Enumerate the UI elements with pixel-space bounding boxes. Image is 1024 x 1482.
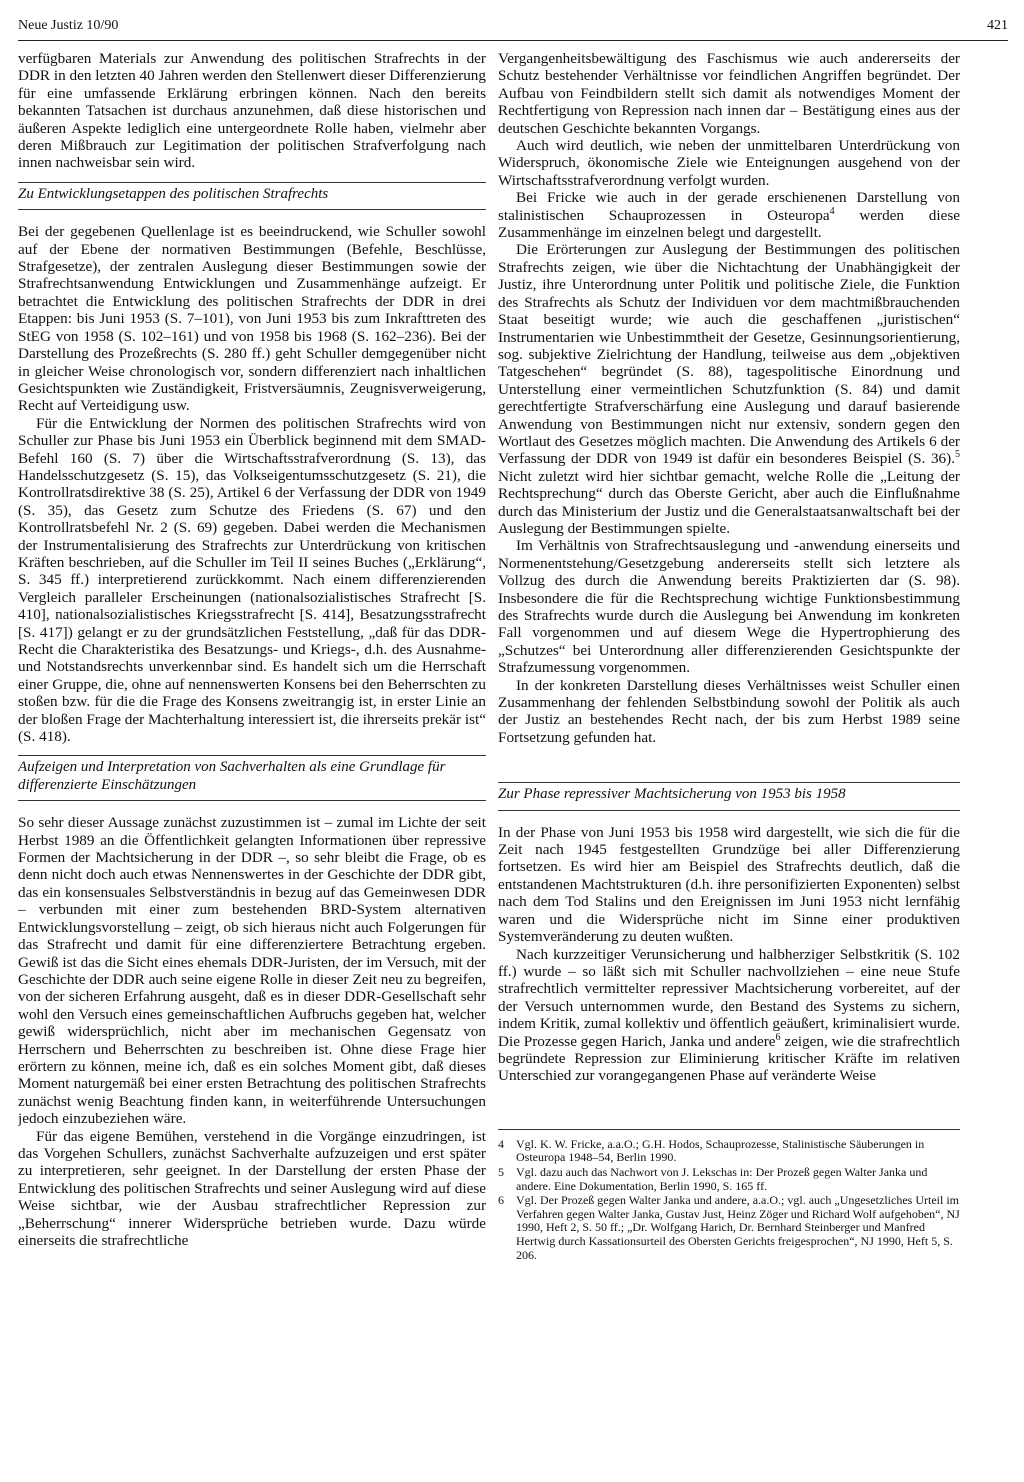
page-number: 421 — [987, 18, 1008, 33]
footnote — [498, 1166, 960, 1193]
paragraph: Nach kurzzeitiger Verunsicherung und halbherziger Selbstkritik (S. 102 ff.) wurde – so läßt sich mit Schuller nachvollziehen – eine neue Stufe strafrechtlich vermittelter repressiver Machtsicherung vorbereitet, auf der der Versuch unternommen wurde, den Bestand des Systems zu sichern, indem Kritik, zumal kollektiv und öffentlich geäußert, kriminalisiert wurde. Die Prozesse gegen Harich, Janka und andere$^6$ zeigen, wie die strafrechtlich begründete Repression zur Eliminierung kritischer Kräfte im relativen Unterschied zur vorangegangenen Phase auf veränderte Weise — [498, 945, 960, 1085]
paragraph: In der Phase von Juni 1953 bis 1958 wird dargestellt, wie sich die für die Zeit nach 1945 festgestellten Grundzüge bei aller Differenzierung fortsetzen. Es wird hier am Beispiel des Strafrechts deutlich, daß die entstandenen Machtstrukturen (d.h. ihre personifizierten Exponenten) selbst nach dem Tod Stalins und den Ereignissen im Juni 1953 nicht lernfähig waren und die Widersprüche nicht im Sinne einer produktiven Systemveränderung zu deuten wußten. — [498, 823, 960, 946]
footnote — [498, 1194, 960, 1262]
footnote-text: Vgl. Der Prozeß gegen Walter Janka und andere, a.a.O.; vgl. auch „Ungesetzliches Urteil im Verfahren gegen Walter Janka, Gustav Just, Heinz Zöger und Richard Wolf aufgehoben“, NJ 1990, Heft 2, S. 50 ff.; „Dr. Wolfgang Harich, Dr. Bernhard Steinberger und Manfred Hertwig durch Kassationsurteil des Obersten Gerichts freigesprochen“, NJ 1990, Heft 5, S. 206. — [516, 1193, 960, 1262]
paragraph: In der konkreten Darstellung dieses Verhältnisses weist Schuller einen Zusammenhang der fehlenden Selbstbindung sowohl der Politik als auch der Justiz an bestehendes Recht nach, der bis zum Herbst 1989 seine Fortsetzung gefunden hat. — [498, 676, 960, 746]
footnote-number: 6 — [498, 1193, 504, 1208]
paragraph: Für die Entwicklung der Normen des politischen Strafrechts wird von Schuller zur Phase bis Juni 1953 ein Überblick beginnend mit dem SMAD-Befehl 160 (S. 7) über die Wirtschaftsstrafverordnung (S. 13), das Handelsschutzgesetz (S. 15), das Volkseigentumsschutzgesetz (S. 21), die Kontrollratsdirektive 38 (S. 25), Artikel 6 der Verfassung der DDR von 1949 (S. 35), das Gesetz zum Schutze des Friedens (S. 67) und den Kontrollratsbefehl Nr. 2 (S. 69) gegeben. Dabei werden die Mechanismen der Instrumentalisierung des Strafrechts zur Unterdrückung von kritischen Kräften beschrieben, auf die Schuller im Teil II seines Buches („Erklärung“, S. 345 ff.) interpretierend zurückkommt. Nach einem differenzierenden Vergleich paralleler Erscheinungen (nationalsozialistisches Strafrecht [S. 410], nationalsozialistisches Kriegsstrafrecht [S. 414], Besatzungsstrafrecht [S. 417]) gelangt er zu der grundsätzlichen Feststellung, „daß für das DDR-Recht die Charakteristika des Besatzungs- und Kriegs-, d.h. des Ausnahme- und Notstandsrechts unverkennbar sind. Es handelt sich um die Herrschaft einer Gruppe, die, ohne auf nennenswerten Konsens bei den Beherrschten zu stoßen bzw. für die die Frage des Konsens zweitrangig ist, in erster Linie an der bloßen Frage der Machterhaltung interessiert ist, die ihrerseits prekär ist“ (S. 418). — [18, 414, 486, 746]
footnote-ref: 5 — [955, 449, 960, 461]
paragraph: Vergangenheitsbewältigung des Faschismus wie auch andererseits der Schutz bestehender Verhältnisse vor feindlichen Angriffen begründet. Der Aufbau von Feindbildern stellt sich damit als notwendiges Moment der Rechtfertigung von Repression nach innen dar – Bestätigung eines aus der deutschen Geschichte bekannten Vorgangs. — [498, 50, 960, 137]
section-heading: Aufzeigen und Interpretation von Sachverhalten als eine Grundlage für differenzierte Einschätzungen — [18, 755, 486, 801]
journal-title: Neue Justiz 10/90 — [18, 18, 119, 33]
paragraph: Bei Fricke wie auch in der gerade erschienenen Darstellung von stalinistischen Schauprozessen in Osteuropa$^4$ werden diese Zusammenhänge im einzelnen belegt und dargestellt. — [498, 189, 960, 242]
footnote-number: 5 — [498, 1164, 504, 1179]
section-heading: Zu Entwicklungsetappen des politischen Strafrechts — [18, 182, 486, 210]
footnote-ref: 4 — [829, 205, 835, 217]
paragraph: Für das eigene Bemühen, verstehend in die Vorgänge einzudringen, ist das Vorgehen Schullers, zunächst Sachverhalte aufzuzeigen und erst später zu interpretieren, sehr geeignet. In der Darstellung der ersten Phase der Entwicklung des politischen Strafrechts und seiner Auslegung wird auf diese Weise sichtbar, wie der Ausbau strafrechtlicher Repression zur „Beherrschung“ innerer Widersprüche betrieben wurde. Dazu würde einerseits die strafrechtliche — [18, 1127, 486, 1249]
left-column — [18, 50, 486, 1462]
section-heading: Zur Phase repressiver Machtsicherung von 1953 bis 1958 — [498, 782, 960, 810]
footnote-text: Vgl. K. W. Fricke, a.a.O.; G.H. Hodos, Schauprozesse, Stalinistische Säuberungen in Osteuropa 1948–54, Berlin 1990. — [516, 1136, 925, 1165]
footnotes — [498, 1129, 960, 1262]
footnote-text: Vgl. dazu auch das Nachwort von J. Lekschas in: Der Prozeß gegen Walter Janka und andere. Eine Dokumentation, Berlin 1990, S. 165 ff. — [516, 1164, 928, 1193]
right-column — [498, 50, 960, 1462]
paragraph: Die Erörterungen zur Auslegung der Bestimmungen des politischen Strafrechts zeigen, wie über die Nichtachtung der Unabhängigkeit der Justiz, ihre Unterordnung unter Politik und politische Ziele, die Funktion des Strafrechts als Schutz der Individuen vor dem machtmißbrauchenden Staat beseitigt wurde; wie auch die geschaffenen „juristischen“ Instrumentarien wie Unbestimmtheit der Gesetze, Gesinnungsorientierung, sog. subjektive Zielrichtung der Handlung, teilweise aus dem „objektiven Tatgeschehen“ begründet (S. 88), tagespolitische Einordnung und Unterstellung einer vermeintlichen Schutzfunktion (S. 84) und damit gerechtfertigte Strafverschärfung eine Auslegung und darauf basierende Anwendung von Bestimmungen nicht nur extensiv, sondern gegen den Wortlaut des Gesetzes möglich machten. Die Anwendung des Artikels 6 der Verfassung der DDR von 1949 ist dafür ein besonderes Beispiel (S. 36).$^5$ Nicht zuletzt wird hier sichtbar gemacht, welche Rolle die „Leitung der Rechtsprechung“ durch das Oberste Gericht, aber auch die Einflußnahme durch das Ministerium der Justiz und die Generalstaatsanwaltschaft bei der Auslegung der Bestimmungen spielte. — [498, 241, 960, 537]
footnote-ref: 6 — [775, 1031, 781, 1043]
footnote — [498, 1138, 960, 1165]
page-header — [18, 16, 1008, 41]
paragraph: So sehr dieser Aussage zunächst zuzustimmen ist – zumal im Lichte der seit Herbst 1989 an die Öffentlichkeit gelangten Informationen über repressive Formen der Machtsicherung in der DDR –, so sehr bleibt die Frage, ob es denn nicht doch auch etwas Nennenswertes in der Geschichte der DDR gibt, das ein konsensuales Selbstverständnis in bezug auf das Gemeinwesen DDR – verbunden mit einer zum bestehenden BRD-System alternativen Entwicklungsvorstellung – zeigt, ob sich hieraus nicht auch Folgerungen für das Strafrecht und damit für eine differenziertere Betrachtung ergeben. Gewiß ist das die Sicht eines ehemals DDR-Juristen, der im Versuch, mit der Geschichte der DDR auch seine eigene Rolle in dieser Zeit neu zu begreifen, von der sicheren Erfahrung ausgeht, daß es in dieser DDR-Gesellschaft sehr wohl den Versuch eines gemeinschaftlichen Aufbruchs gegeben hat, welcher gewiß widersprüchlich, nicht aber im mechanischen Gegensatz von Herrschern und Beherrschten zu beschreiben ist. Ohne diese Frage hier erörtern zu können, meine ich, daß es ein solches Moment gibt, daß dieses Moment naturgemäß bei einer ersten Betrachtung des politischen Strafrechts zunächst wenig Beachtung finden kann, in weiterführende Untersuchungen jedoch einzubeziehen wäre. — [18, 814, 486, 1128]
paragraph: Bei der gegebenen Quellenlage ist es beeindruckend, wie Schuller sowohl auf der Ebene der normativen Bestimmungen (Befehle, Beschlüsse, Strafgesetze), der zentralen Auslegung dieser Bestimmungen sowie der Strafrechtsanwendung Entwicklungen und Zusammenhänge aufzeigt. Er betrachtet die Entwicklung des politischen Strafrechts der DDR in drei Etappen: bis Juni 1953 (S. 7–101), von Juni 1953 bis zum Inkrafttreten des StEG von 1958 (S. 102–161) und von 1958 bis 1968 (S. 162–236). Bei der Darstellung des Prozeßrechts (S. 280 ff.) geht Schuller demgegenüber nicht in gleicher Weise chronologisch vor, sondern differenziert nach inhaltlichen Gesichtspunkten wie Zuständigkeit, Fristversäumnis, Zeugnisverweigerung, Recht auf Verteidigung usw. — [18, 223, 486, 415]
footnote-number: 4 — [498, 1136, 504, 1151]
paragraph: verfügbaren Materials zur Anwendung des politischen Strafrechts in der DDR in den letzten 40 Jahren werden den Stellenwert dieser Differenzierung für eine umfassende Erklärung erbringen können. Nach den bereits bekannten Tatsachen ist durchaus anzunehmen, daß diese historischen und äußeren Aspekte lediglich eine untergeordnete Rolle haben, vielmehr aber deren Mißbrauch zur Legitimation der politischen Strafverfolgung nach innen nachweisbar sein wird. — [18, 50, 486, 172]
paragraph: Auch wird deutlich, wie neben der unmittelbaren Unterdrückung von Widerspruch, ökonomische Ziele wie Enteignungen ausgehend von der Wirtschaftsstrafverordnung verfolgt wurden. — [498, 137, 960, 189]
paragraph: Im Verhältnis von Strafrechtsauslegung und -anwendung einerseits und Normenentstehung/Gesetzgebung andererseits stellt sich letztere als Vollzug des durch die Anwendung bereits Praktizierten dar (S. 98). Insbesondere die für die Rechtsprechung wichtige Funktionsbestimmung des Strafrechts wurde durch die Auslegung bei Anwendung im konkreten Fall vorgenommen und auf diesem Wege die Hypertrophierung des „Schutzes“ bei Unterordnung aller differenzierenden Gesichtspunkte der Strafzumessung vorgenommen. — [498, 537, 960, 677]
